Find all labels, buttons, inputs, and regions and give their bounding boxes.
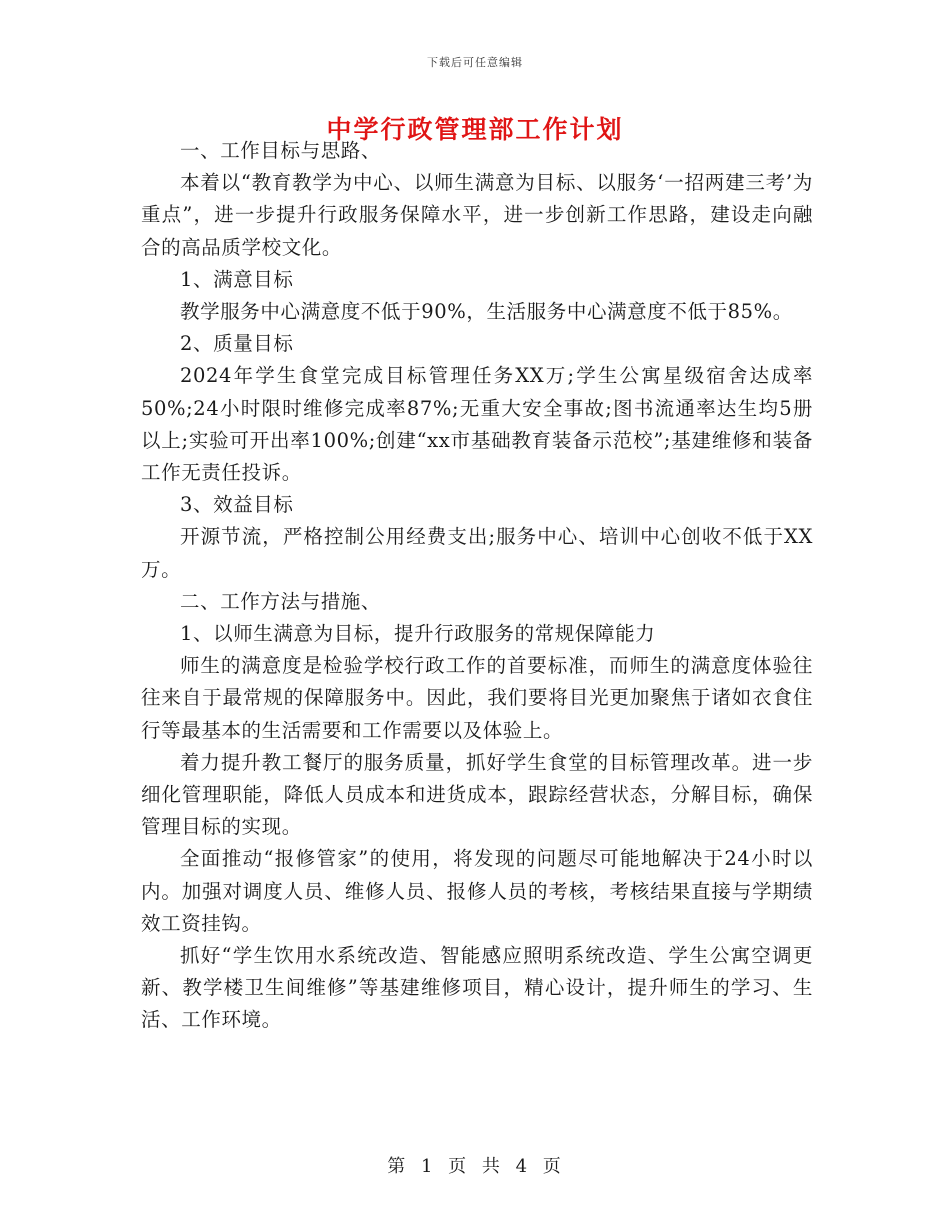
header-note: 下载后可任意编辑 bbox=[427, 56, 523, 69]
paragraph-intro: 本着以“教育教学为中心、以师生满意为目标、以服务‘一招两建三考’为重点”，进一步提升行政服务保障水平，进一步创新工作思路，建设走向融合的高品质学校文化。 bbox=[141, 171, 813, 259]
page-footer: 第 1 页 共 4 页 bbox=[387, 1156, 563, 1177]
subheading-satisfaction-goal: 1、满意目标 bbox=[180, 267, 294, 291]
section-heading-methods: 二、工作方法与措施、 bbox=[180, 589, 382, 613]
paragraph-canteen: 着力提升教工餐厅的服务质量，抓好学生食堂的目标管理改革。进一步细化管理职能，降低人员成本和进货成本，跟踪经营状态，分解目标，确保管理目标的实现。 bbox=[141, 750, 813, 839]
subheading-routine-support: 1、以师生满意为目标，提升行政服务的常规保障能力 bbox=[180, 622, 656, 646]
paragraph-quality: 2024年学生食堂完成目标管理任务XX万;学生公寓星级宿舍达成率50%;24小时限时维修完成率87%;无重大安全事故;图书流通率达生均5册以上;实验可开出率100%;创建“xx市基础教育装备示范校”;基建维修和装备工作无责任投诉。 bbox=[141, 364, 813, 485]
section-heading-goals: 一、工作目标与思路、 bbox=[180, 139, 382, 162]
paragraph-benefit: 开源节流，严格控制公用经费支出;服务中心、培训中心创收不低于XX万。 bbox=[141, 525, 813, 581]
paragraph-repair-butler: 全面推动“报修管家”的使用，将发现的问题尽可能地解决于24小时以内。加强对调度人员、维修人员、报修人员的考核，考核结果直接与学期绩效工资挂钩。 bbox=[141, 847, 813, 935]
paragraph-infrastructure: 抓好“学生饮用水系统改造、智能感应照明系统改造、学生公寓空调更新、教学楼卫生间维修”等基建维修项目，精心设计，提升师生的学习、生活、工作环境。 bbox=[141, 944, 813, 1032]
paragraph-satisfaction-standard: 师生的满意度是检验学校行政工作的首要标准，而师生的满意度体验往往来自于最常规的保障服务中。因此，我们要将目光更加聚焦于诸如衣食住行等最基本的生活需要和工作需要以及体验上。 bbox=[141, 654, 813, 742]
subheading-benefit-goal: 3、效益目标 bbox=[180, 493, 294, 517]
document-body bbox=[141, 135, 813, 1037]
document-title: 中学行政管理部工作计划 bbox=[326, 115, 624, 144]
paragraph-satisfaction: 教学服务中心满意度不低于90%，生活服务中心满意度不低于85%。 bbox=[180, 300, 793, 324]
subheading-quality-goal: 2、质量目标 bbox=[180, 332, 294, 356]
